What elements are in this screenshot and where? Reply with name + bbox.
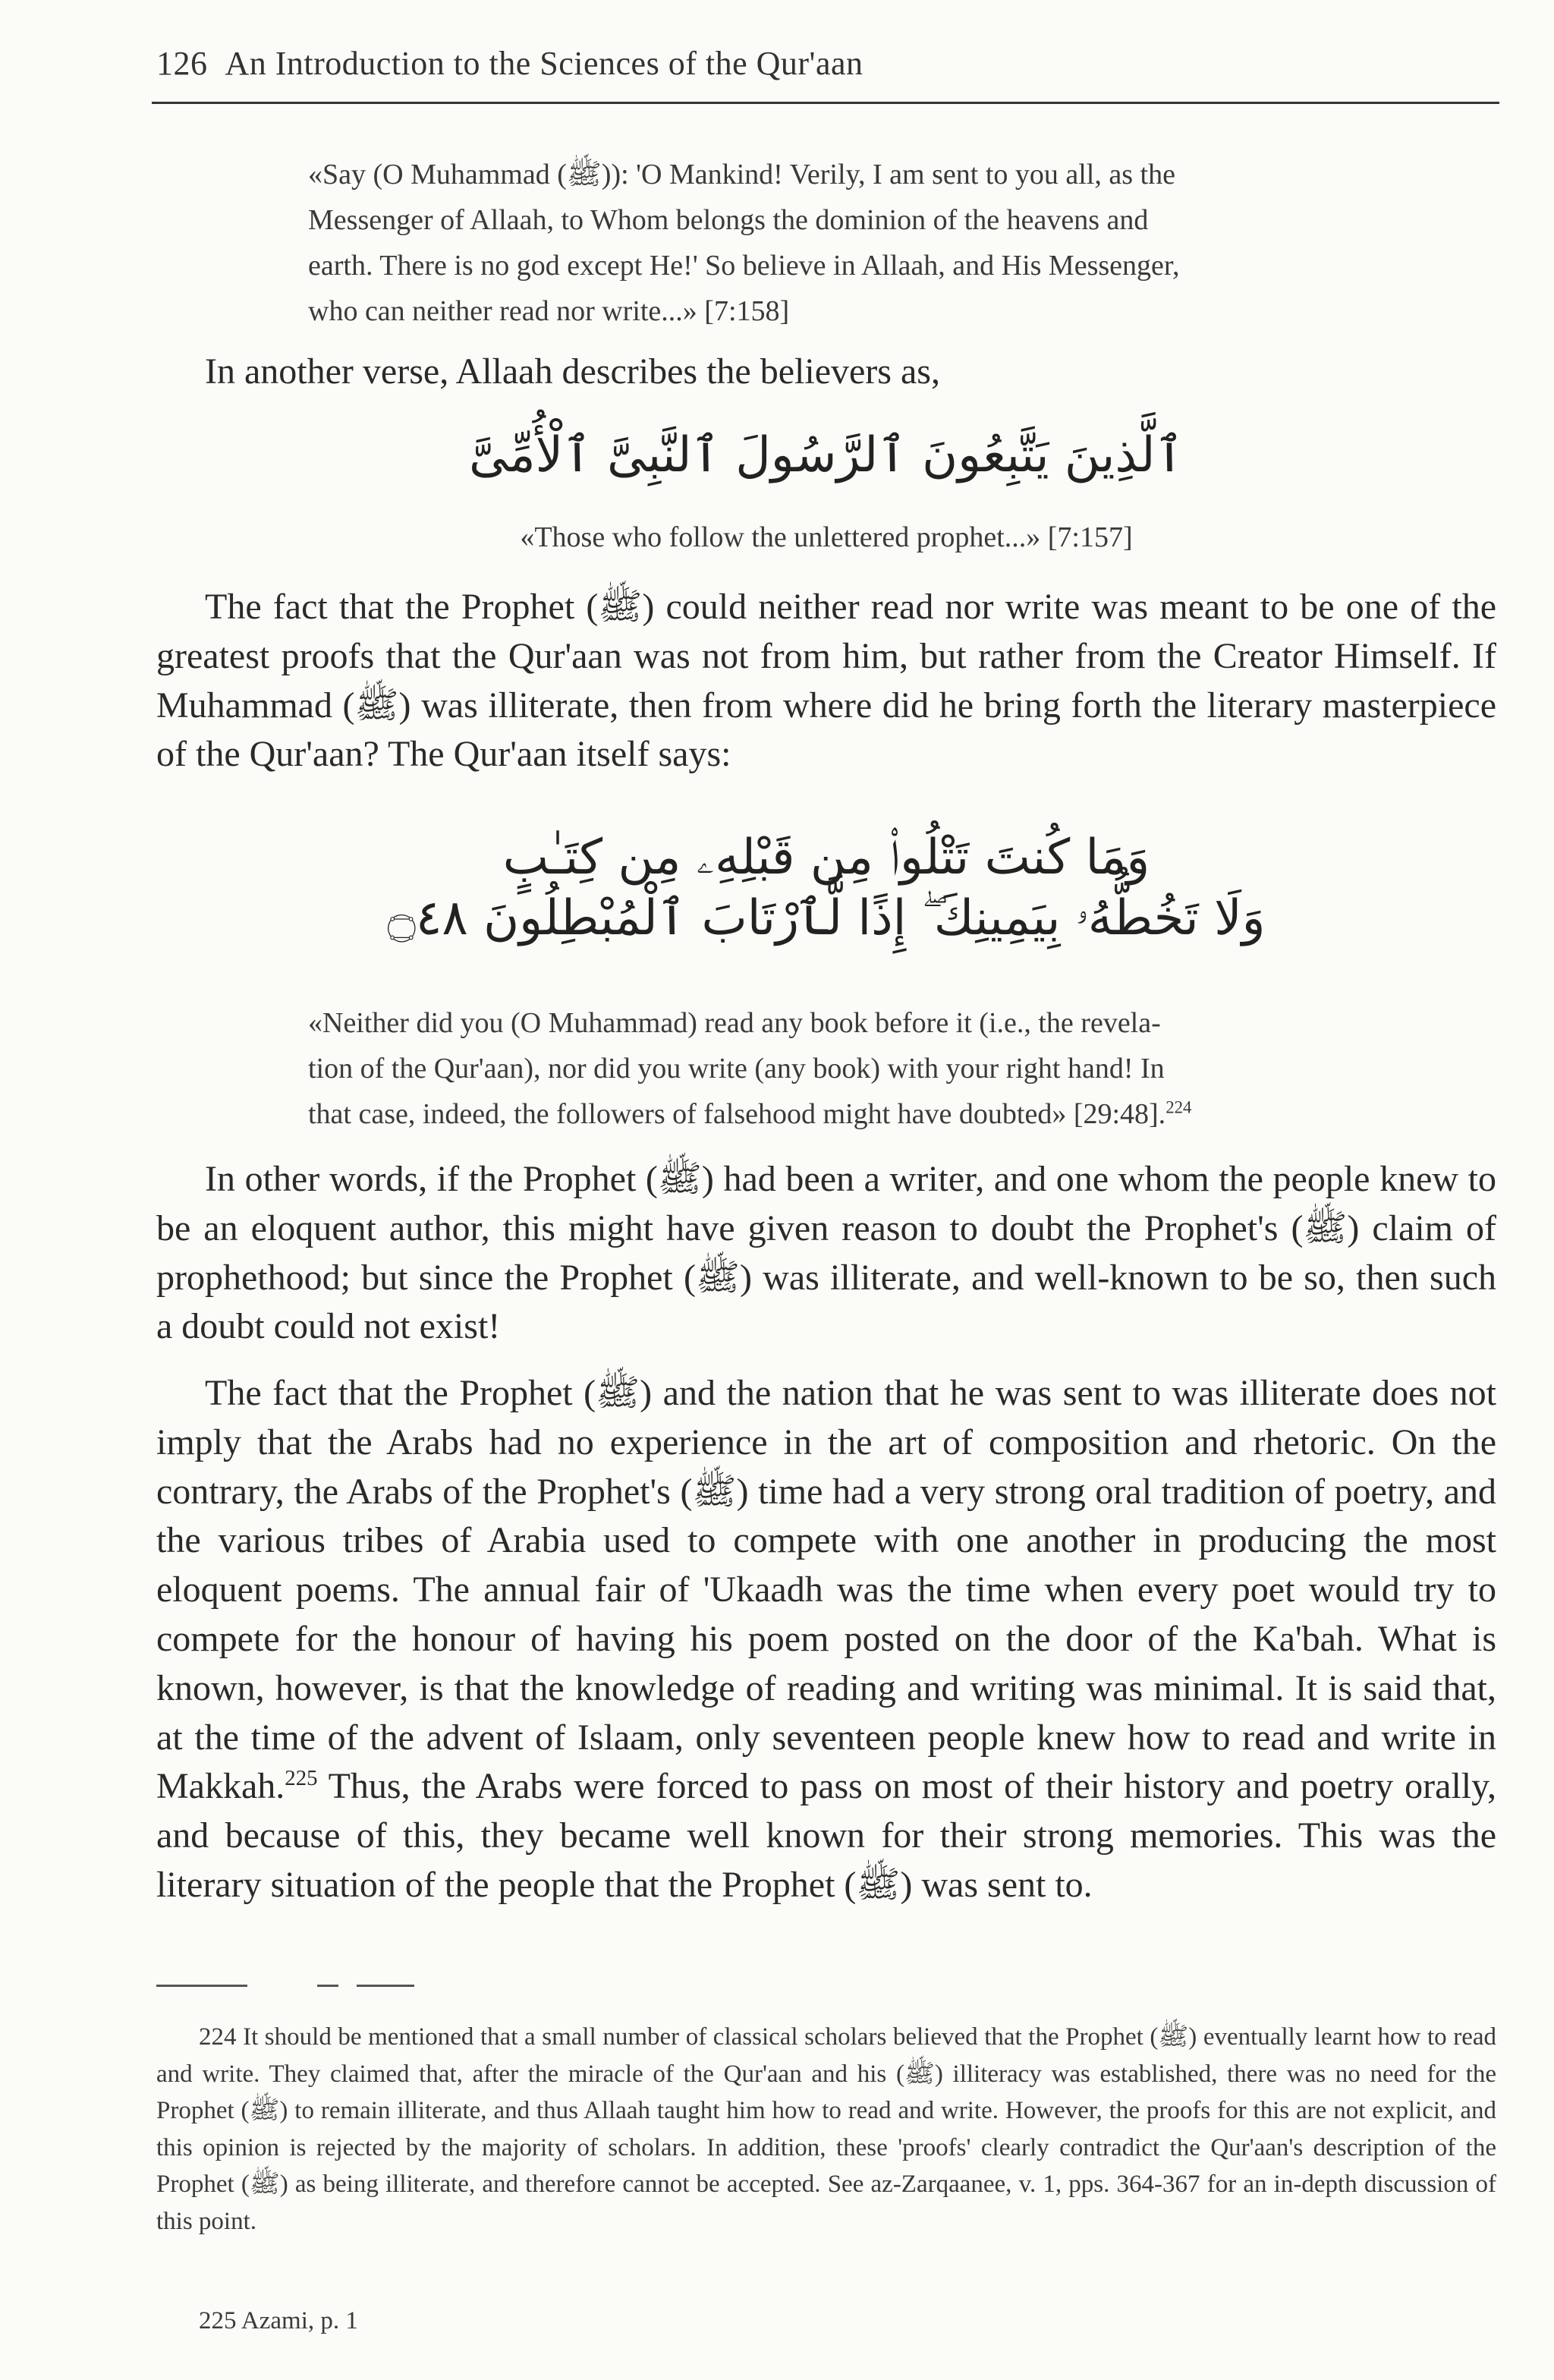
- paragraph-arabs: The fact that the Prophet (ﷺ) and the nation that he was sent to was illiterate does not imply that the Arabs had no experience in the art of composition and rhetoric. On the contrary, the Arabs of the Prophet's (ﷺ) time had a very strong oral tradition of poetry, and the various tribes of Arabia used to compete with one another in producing the most eloquent poems. The annual fair of 'Ukaadh was the time when every poet would try to compete for the honour of having his poem posted on the door of the Ka'bah. What is known, however, is that the knowledge of reading and writing was minimal. It is said that, at the time of the advent of Islaam, only seventeen people knew how to read and write in Makkah.$^{225}$ Thus, the Arabs were forced to pass on most of their history and poetry orally, and because of this, they became well known for their strong memories. This was the literary situation of the people that the Prophet (ﷺ) was sent to.: [156, 1373, 1497, 1905]
- running-title: An Introduction to the Sciences of the Qur'aan: [225, 45, 864, 82]
- verse-translation-7-157: «Those who follow the unlettered prophet...» [7:157]: [520, 521, 1133, 553]
- quote-line: who can neither read nor write...» [7:158]: [308, 295, 790, 327]
- footnote-rule: [156, 1985, 247, 1987]
- footnote-ref-224[interactable]: 224: [1166, 1097, 1192, 1117]
- arabic-line: وَلَا تَخُطُّهُۥ بِيَمِينِكَ ۖ إِذًا لَّٱرْتَابَ ٱلْمُبْطِلُونَ ۝٤٨: [387, 890, 1266, 946]
- paragraph-other-words: In other words, if the Prophet (ﷺ) had been a writer, and one whom the people knew to be an eloquent author, this might have given reason to doubt the Prophet's (ﷺ) claim of prophethood; but since the Prophet (ﷺ) was illiterate, and well-known to be so, then such a doubt could not exist!: [156, 1159, 1497, 1347]
- footnote-rule: [317, 1985, 338, 1987]
- quote-verse-7-158: [308, 152, 1345, 334]
- paragraph-proof: The fact that the Prophet (ﷺ) could neither read nor write was meant to be one of the greatest proofs that the Qur'aan was not from him, but rather from the Creator Himself. If Muhammad (ﷺ) was illiterate, then from where did he bring forth the literary masterpiece of the Qur'aan? The Qur'aan itself says:: [156, 587, 1497, 775]
- paragraph-intro: In another verse, Allaah describes the believers as,: [205, 351, 940, 392]
- header-rule: [152, 102, 1499, 104]
- footnote-ref-225[interactable]: 225: [285, 1766, 318, 1791]
- arabic-verse-7-157: ٱلَّذِينَ يَتَّبِعُونَ ٱلرَّسُولَ ٱلنَّبِىَّ ٱلْأُمِّىَّ: [469, 427, 1184, 483]
- quote-line: Messenger of Allaah, to Whom belongs the dominion of the heavens and: [308, 204, 1149, 236]
- footnote-224: 224 It should be mentioned that a small number of classical scholars believed that the Prophet (ﷺ) eventually learnt how to read and write. They claimed that, after the miracle of the Qur'aan and his (ﷺ) illiteracy was established, there was no need for the Prophet (ﷺ) to remain illiterate, and thus Allaah taught him how to read and write. However, the proofs for this are not explicit, and this opinion is rejected by the majority of scholars. In addition, these 'proofs' clearly contradict the Qur'aan's description of the Prophet (ﷺ) as being illiterate, and therefore cannot be accepted. See az-Zarqaanee, v. 1, pps. 364-367 for an in-depth discussion of this point.: [156, 2023, 1497, 2235]
- quote-line: «Neither did you (O Muhammad) read any book before it (i.e., the revela-: [308, 1007, 1161, 1039]
- arabic-verse-29-48: [156, 827, 1496, 949]
- quote-verse-29-48: [308, 1000, 1345, 1137]
- quote-line: earth. There is no god except He!' So believe in Allaah, and His Messenger,: [308, 250, 1180, 282]
- footnote-225: 225 Azami, p. 1: [199, 2307, 358, 2334]
- arabic-line: وَمَا كُنتَ تَتْلُوا۟ مِن قَبْلِهِۦ مِن كِتَـٰبٍ: [502, 830, 1150, 886]
- running-header: [156, 44, 1496, 83]
- page-number: 126: [156, 45, 208, 82]
- footnote-rule: [357, 1985, 414, 1987]
- quote-line: tion of the Qur'aan), nor did you write (any book) with your right hand! In: [308, 1053, 1165, 1085]
- quote-line: that case, indeed, the followers of falsehood might have doubted» [29:48].$^{224}$: [308, 1097, 1192, 1130]
- quote-line: «Say (O Muhammad (ﷺ)): 'O Mankind! Verily, I am sent to you all, as the: [308, 159, 1175, 190]
